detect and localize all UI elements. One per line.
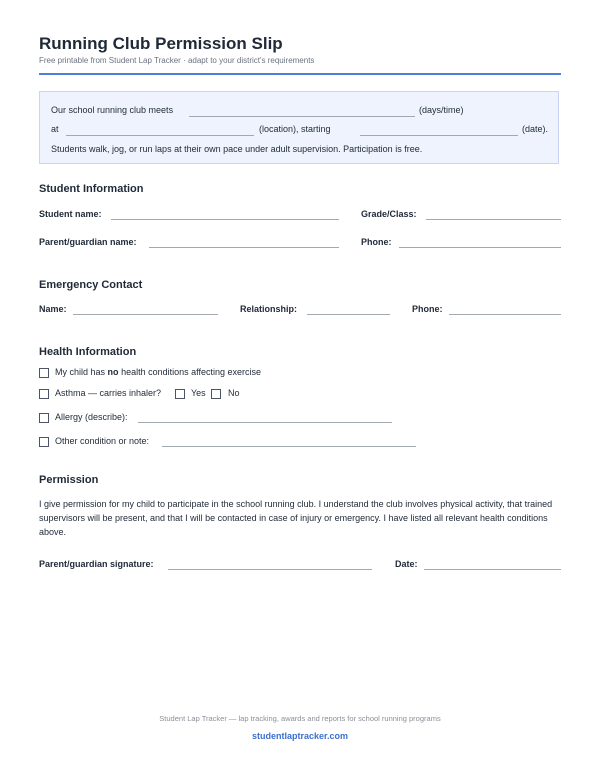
meeting-days-field[interactable] xyxy=(189,116,415,117)
parent-phone-field[interactable] xyxy=(399,247,561,248)
location-field[interactable] xyxy=(66,135,254,136)
emergency-phone-field[interactable] xyxy=(449,314,561,315)
parent-name-field[interactable] xyxy=(149,247,339,248)
footer-link[interactable]: studentlaptracker.com xyxy=(251,731,349,741)
health-heading: Health Information xyxy=(39,346,137,358)
grade-field[interactable] xyxy=(426,219,561,220)
inhaler-no-checkbox[interactable] xyxy=(211,389,221,399)
relationship-label: Relationship: xyxy=(240,304,298,314)
parent-name-label: Parent/guardian name: xyxy=(39,237,137,247)
title-divider xyxy=(39,73,561,75)
emergency-name-field[interactable] xyxy=(73,314,218,315)
intro-line1-start: Our school running club meets xyxy=(51,105,174,115)
permission-text: I give permission for my child to participate in the school running club. I understand the club involves physical activity, that trained supervisors will be present, and that I will be contacted in case of injury or emergency. I have listed all relevant health conditions above. xyxy=(39,499,553,537)
other-condition-checkbox[interactable] xyxy=(39,437,49,447)
asthma-label: Asthma — carries inhaler? xyxy=(55,388,162,398)
student-info-heading: Student Information xyxy=(39,183,144,195)
intro-line3: Students walk, jog, or run laps at their own pace under adult supervision. Participation is free. xyxy=(51,144,423,154)
allergy-checkbox[interactable] xyxy=(39,413,49,423)
other-condition-field[interactable] xyxy=(162,446,416,447)
other-condition-label: Other condition or note: xyxy=(55,436,150,446)
allergy-label: Allergy (describe): xyxy=(55,412,128,422)
inhaler-yes-label: Yes xyxy=(191,388,206,398)
signature-field[interactable] xyxy=(168,569,372,570)
signature-label: Parent/guardian signature: xyxy=(39,559,154,569)
allergy-field[interactable] xyxy=(138,422,392,423)
permission-slip-page xyxy=(39,0,561,777)
emergency-name-label: Name: xyxy=(39,304,67,314)
intro-line2-end: (date). xyxy=(522,124,549,134)
inhaler-yes-checkbox[interactable] xyxy=(175,389,185,399)
footer-tagline: Student Lap Tracker — lap tracking, awards and reports for school running programs xyxy=(159,714,441,723)
intro-line1-end: (days/time) xyxy=(419,105,464,115)
parent-phone-label: Phone: xyxy=(361,237,392,247)
permission-heading: Permission xyxy=(39,474,99,486)
no-conditions-checkbox[interactable] xyxy=(39,368,49,378)
emergency-heading: Emergency Contact xyxy=(39,279,143,291)
inhaler-no-label: No xyxy=(228,388,240,398)
intro-line2-mid: (location), starting xyxy=(259,124,331,134)
grade-label: Grade/Class: xyxy=(361,209,417,219)
intro-box xyxy=(39,91,559,164)
signature-date-field[interactable] xyxy=(424,569,561,570)
asthma-checkbox[interactable] xyxy=(39,389,49,399)
page-title: Running Club Permission Slip xyxy=(39,34,283,53)
student-name-field[interactable] xyxy=(111,219,339,220)
relationship-field[interactable] xyxy=(307,314,390,315)
signature-date-label: Date: xyxy=(395,559,418,569)
no-conditions-label: My child has no health conditions affecting exercise xyxy=(55,367,261,377)
start-date-field[interactable] xyxy=(360,135,518,136)
page-subtitle: Free printable from Student Lap Tracker · adapt to your district's requirements xyxy=(39,56,315,65)
student-name-label: Student name: xyxy=(39,209,102,219)
intro-line2-start: at xyxy=(51,124,59,134)
emergency-phone-label: Phone: xyxy=(412,304,443,314)
